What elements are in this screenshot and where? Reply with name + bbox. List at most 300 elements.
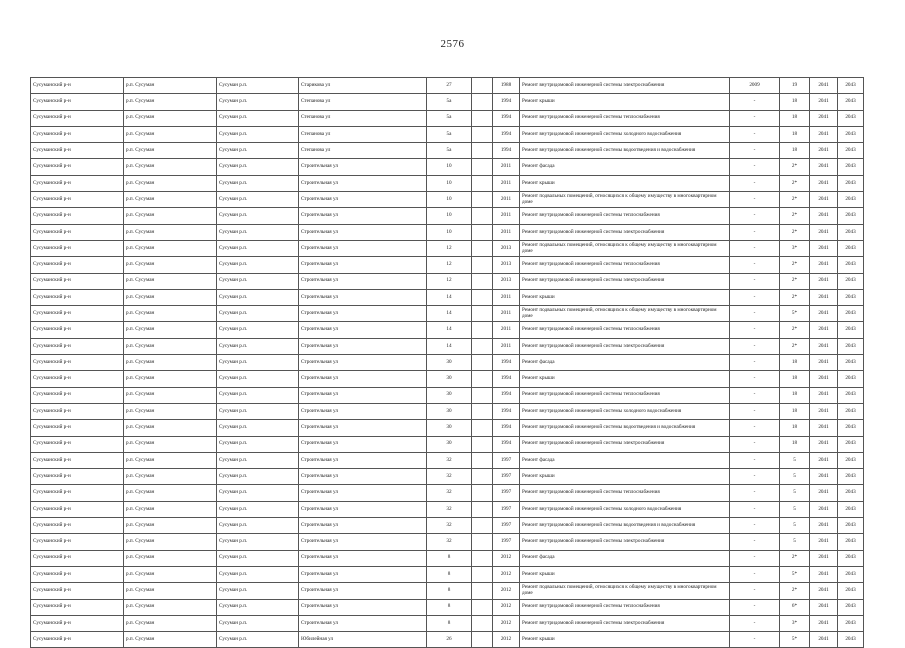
cell-year: 2013 bbox=[493, 257, 520, 273]
cell-street: Строительная ул bbox=[299, 257, 427, 273]
cell-year: 2012 bbox=[493, 599, 520, 615]
cell-start-year: 2041 bbox=[810, 436, 838, 452]
cell-start-year: 2041 bbox=[810, 583, 838, 599]
cell-settlement: р.п. Сусуман bbox=[124, 403, 217, 419]
cell-house: 8 bbox=[427, 615, 472, 631]
cell-start-year: 2041 bbox=[810, 615, 838, 631]
cell-last-repair-year: - bbox=[730, 387, 780, 403]
table-row bbox=[31, 452, 864, 468]
cell-planned-work: 2* bbox=[780, 257, 810, 273]
cell-house: 5а bbox=[427, 143, 472, 159]
cell-settlement: р.п. Сусуман bbox=[124, 192, 217, 208]
cell-planned-work: 6* bbox=[780, 599, 810, 615]
table-row bbox=[31, 143, 864, 159]
table-row bbox=[31, 485, 864, 501]
cell-locality: Сусуман р.п. bbox=[217, 469, 299, 485]
cell-start-year: 2041 bbox=[810, 518, 838, 534]
cell-building bbox=[472, 518, 493, 534]
cell-start-year: 2041 bbox=[810, 224, 838, 240]
cell-locality: Сусуман р.п. bbox=[217, 485, 299, 501]
cell-district: Сусуманский р-н bbox=[31, 94, 124, 110]
cell-end-year: 2043 bbox=[838, 583, 864, 599]
cell-district: Сусуманский р-н bbox=[31, 518, 124, 534]
page-number: 2576 bbox=[440, 38, 465, 50]
cell-settlement: р.п. Сусуман bbox=[124, 175, 217, 191]
cell-street: Строительная ул bbox=[299, 420, 427, 436]
cell-end-year: 2043 bbox=[838, 355, 864, 371]
cell-street: Строительная ул bbox=[299, 273, 427, 289]
cell-work-type: Ремонт фасада bbox=[520, 550, 730, 566]
cell-planned-work: 18 bbox=[780, 371, 810, 387]
cell-locality: Сусуман р.п. bbox=[217, 257, 299, 273]
table-row bbox=[31, 615, 864, 631]
cell-end-year: 2043 bbox=[838, 306, 864, 322]
cell-last-repair-year: - bbox=[730, 322, 780, 338]
cell-house: 8 bbox=[427, 550, 472, 566]
cell-settlement: р.п. Сусуман bbox=[124, 126, 217, 142]
cell-settlement: р.п. Сусуман bbox=[124, 306, 217, 322]
cell-last-repair-year: - bbox=[730, 518, 780, 534]
cell-district: Сусуманский р-н bbox=[31, 240, 124, 256]
cell-work-type: Ремонт фасада bbox=[520, 355, 730, 371]
cell-house: 5а bbox=[427, 110, 472, 126]
cell-year: 1997 bbox=[493, 518, 520, 534]
cell-planned-work: 2* bbox=[780, 273, 810, 289]
cell-year: 2012 bbox=[493, 566, 520, 582]
cell-last-repair-year: - bbox=[730, 599, 780, 615]
cell-work-type: Ремонт подвальных помещений, относящихся к общему имуществу в многоквартирном доме bbox=[520, 240, 730, 256]
cell-building bbox=[472, 208, 493, 224]
cell-end-year: 2043 bbox=[838, 436, 864, 452]
cell-last-repair-year: - bbox=[730, 273, 780, 289]
cell-building bbox=[472, 534, 493, 550]
table-row bbox=[31, 387, 864, 403]
cell-locality: Сусуман р.п. bbox=[217, 192, 299, 208]
cell-settlement: р.п. Сусуман bbox=[124, 436, 217, 452]
cell-planned-work: 5* bbox=[780, 306, 810, 322]
cell-settlement: р.п. Сусуман bbox=[124, 338, 217, 354]
cell-start-year: 2041 bbox=[810, 192, 838, 208]
cell-work-type: Ремонт крыши bbox=[520, 469, 730, 485]
cell-settlement: р.п. Сусуман bbox=[124, 550, 217, 566]
cell-last-repair-year: - bbox=[730, 452, 780, 468]
cell-district: Сусуманский р-н bbox=[31, 534, 124, 550]
cell-locality: Сусуман р.п. bbox=[217, 289, 299, 305]
cell-settlement: р.п. Сусуман bbox=[124, 420, 217, 436]
cell-settlement: р.п. Сусуман bbox=[124, 371, 217, 387]
cell-locality: Сусуман р.п. bbox=[217, 338, 299, 354]
cell-work-type: Ремонт внутридомовой инженерной системы электроснабжения bbox=[520, 534, 730, 550]
cell-year: 1997 bbox=[493, 534, 520, 550]
cell-year: 2011 bbox=[493, 306, 520, 322]
cell-start-year: 2041 bbox=[810, 306, 838, 322]
cell-last-repair-year: - bbox=[730, 208, 780, 224]
cell-house: 12 bbox=[427, 273, 472, 289]
cell-building bbox=[472, 78, 493, 94]
cell-end-year: 2043 bbox=[838, 240, 864, 256]
cell-street: Строительная ул bbox=[299, 371, 427, 387]
cell-district: Сусуманский р-н bbox=[31, 208, 124, 224]
cell-locality: Сусуман р.п. bbox=[217, 110, 299, 126]
cell-year: 1997 bbox=[493, 501, 520, 517]
cell-locality: Сусуман р.п. bbox=[217, 436, 299, 452]
cell-year: 1994 bbox=[493, 403, 520, 419]
cell-settlement: р.п. Сусуман bbox=[124, 355, 217, 371]
cell-last-repair-year: - bbox=[730, 420, 780, 436]
cell-planned-work: 3* bbox=[780, 615, 810, 631]
cell-last-repair-year: - bbox=[730, 126, 780, 142]
cell-start-year: 2041 bbox=[810, 566, 838, 582]
cell-end-year: 2043 bbox=[838, 94, 864, 110]
cell-settlement: р.п. Сусуман bbox=[124, 322, 217, 338]
cell-locality: Сусуман р.п. bbox=[217, 208, 299, 224]
cell-work-type: Ремонт фасада bbox=[520, 159, 730, 175]
table-row bbox=[31, 583, 864, 599]
cell-start-year: 2041 bbox=[810, 534, 838, 550]
cell-end-year: 2043 bbox=[838, 338, 864, 354]
cell-year: 2011 bbox=[493, 192, 520, 208]
cell-year: 2011 bbox=[493, 208, 520, 224]
cell-building bbox=[472, 322, 493, 338]
cell-district: Сусуманский р-н bbox=[31, 175, 124, 191]
cell-year: 1994 bbox=[493, 420, 520, 436]
cell-building bbox=[472, 338, 493, 354]
cell-settlement: р.п. Сусуман bbox=[124, 469, 217, 485]
cell-district: Сусуманский р-н bbox=[31, 289, 124, 305]
cell-street: Степанова ул bbox=[299, 94, 427, 110]
cell-start-year: 2041 bbox=[810, 126, 838, 142]
cell-start-year: 2041 bbox=[810, 240, 838, 256]
cell-start-year: 2041 bbox=[810, 257, 838, 273]
cell-work-type: Ремонт внутридомовой инженерной системы холодного водоснабжения bbox=[520, 403, 730, 419]
cell-building bbox=[472, 501, 493, 517]
table-row bbox=[31, 94, 864, 110]
cell-start-year: 2041 bbox=[810, 387, 838, 403]
cell-street: Строительная ул bbox=[299, 469, 427, 485]
cell-house: 8 bbox=[427, 599, 472, 615]
cell-end-year: 2043 bbox=[838, 550, 864, 566]
cell-last-repair-year: - bbox=[730, 355, 780, 371]
cell-district: Сусуманский р-н bbox=[31, 322, 124, 338]
cell-district: Сусуманский р-н bbox=[31, 452, 124, 468]
cell-street: Строительная ул bbox=[299, 240, 427, 256]
cell-last-repair-year: - bbox=[730, 485, 780, 501]
cell-building bbox=[472, 355, 493, 371]
cell-planned-work: 2* bbox=[780, 583, 810, 599]
table-row bbox=[31, 159, 864, 175]
table-row bbox=[31, 240, 864, 256]
cell-house: 30 bbox=[427, 371, 472, 387]
cell-house: 14 bbox=[427, 306, 472, 322]
cell-street: Строительная ул bbox=[299, 534, 427, 550]
cell-street: Строительная ул bbox=[299, 322, 427, 338]
cell-district: Сусуманский р-н bbox=[31, 257, 124, 273]
cell-settlement: р.п. Сусуман bbox=[124, 208, 217, 224]
cell-work-type: Ремонт крыши bbox=[520, 94, 730, 110]
cell-house: 30 bbox=[427, 387, 472, 403]
cell-last-repair-year: - bbox=[730, 436, 780, 452]
cell-locality: Сусуман р.п. bbox=[217, 355, 299, 371]
cell-district: Сусуманский р-н bbox=[31, 632, 124, 648]
cell-planned-work: 19 bbox=[780, 78, 810, 94]
table-row bbox=[31, 192, 864, 208]
cell-street: Строительная ул bbox=[299, 436, 427, 452]
cell-building bbox=[472, 159, 493, 175]
cell-locality: Сусуман р.п. bbox=[217, 566, 299, 582]
cell-end-year: 2043 bbox=[838, 518, 864, 534]
cell-last-repair-year: - bbox=[730, 159, 780, 175]
cell-settlement: р.п. Сусуман bbox=[124, 240, 217, 256]
cell-work-type: Ремонт крыши bbox=[520, 566, 730, 582]
table-row bbox=[31, 436, 864, 452]
cell-work-type: Ремонт подвальных помещений, относящихся к общему имуществу в многоквартирном доме bbox=[520, 583, 730, 599]
cell-last-repair-year: - bbox=[730, 143, 780, 159]
cell-street: Степанова ул bbox=[299, 143, 427, 159]
cell-planned-work: 18 bbox=[780, 94, 810, 110]
cell-year: 2013 bbox=[493, 273, 520, 289]
cell-work-type: Ремонт подвальных помещений, относящихся к общему имуществу в многоквартирном доме bbox=[520, 306, 730, 322]
cell-work-type: Ремонт внутридомовой инженерной системы водоотведения и водоснабжения bbox=[520, 518, 730, 534]
cell-year: 1994 bbox=[493, 126, 520, 142]
cell-planned-work: 2* bbox=[780, 550, 810, 566]
cell-locality: Сусуман р.п. bbox=[217, 371, 299, 387]
table-row bbox=[31, 338, 864, 354]
cell-end-year: 2043 bbox=[838, 371, 864, 387]
cell-work-type: Ремонт внутридомовой инженерной системы теплоснабжения bbox=[520, 485, 730, 501]
cell-year: 1994 bbox=[493, 387, 520, 403]
cell-locality: Сусуман р.п. bbox=[217, 632, 299, 648]
cell-start-year: 2041 bbox=[810, 110, 838, 126]
cell-planned-work: 5 bbox=[780, 534, 810, 550]
cell-start-year: 2041 bbox=[810, 501, 838, 517]
cell-end-year: 2043 bbox=[838, 208, 864, 224]
cell-last-repair-year: - bbox=[730, 469, 780, 485]
table-row bbox=[31, 110, 864, 126]
cell-settlement: р.п. Сусуман bbox=[124, 387, 217, 403]
cell-year: 2011 bbox=[493, 159, 520, 175]
cell-start-year: 2041 bbox=[810, 338, 838, 354]
cell-planned-work: 2* bbox=[780, 175, 810, 191]
cell-street: Степанова ул bbox=[299, 126, 427, 142]
cell-locality: Сусуман р.п. bbox=[217, 550, 299, 566]
cell-building bbox=[472, 273, 493, 289]
cell-end-year: 2043 bbox=[838, 159, 864, 175]
cell-planned-work: 2* bbox=[780, 322, 810, 338]
cell-work-type: Ремонт внутридомовой инженерной системы водоотведения и водоснабжения bbox=[520, 143, 730, 159]
cell-year: 2011 bbox=[493, 289, 520, 305]
cell-end-year: 2043 bbox=[838, 387, 864, 403]
cell-work-type: Ремонт внутридомовой инженерной системы теплоснабжения bbox=[520, 322, 730, 338]
cell-district: Сусуманский р-н bbox=[31, 469, 124, 485]
cell-work-type: Ремонт внутридомовой инженерной системы холодного водоснабжения bbox=[520, 501, 730, 517]
cell-house: 10 bbox=[427, 208, 472, 224]
cell-year: 2012 bbox=[493, 550, 520, 566]
cell-building bbox=[472, 403, 493, 419]
cell-street: Строительная ул bbox=[299, 192, 427, 208]
cell-work-type: Ремонт крыши bbox=[520, 632, 730, 648]
cell-house: 30 bbox=[427, 355, 472, 371]
cell-settlement: р.п. Сусуман bbox=[124, 143, 217, 159]
table-row bbox=[31, 566, 864, 582]
cell-settlement: р.п. Сусуман bbox=[124, 78, 217, 94]
cell-end-year: 2043 bbox=[838, 485, 864, 501]
cell-last-repair-year: - bbox=[730, 403, 780, 419]
cell-last-repair-year: - bbox=[730, 175, 780, 191]
cell-locality: Сусуман р.п. bbox=[217, 387, 299, 403]
cell-end-year: 2043 bbox=[838, 632, 864, 648]
cell-house: 14 bbox=[427, 338, 472, 354]
cell-start-year: 2041 bbox=[810, 452, 838, 468]
cell-last-repair-year: - bbox=[730, 583, 780, 599]
cell-last-repair-year: - bbox=[730, 110, 780, 126]
cell-work-type: Ремонт внутридомовой инженерной системы теплоснабжения bbox=[520, 257, 730, 273]
cell-planned-work: 5* bbox=[780, 566, 810, 582]
cell-street: Строительная ул bbox=[299, 159, 427, 175]
cell-house: 12 bbox=[427, 240, 472, 256]
cell-district: Сусуманский р-н bbox=[31, 403, 124, 419]
cell-year: 2012 bbox=[493, 583, 520, 599]
cell-building bbox=[472, 566, 493, 582]
cell-planned-work: 2* bbox=[780, 192, 810, 208]
cell-district: Сусуманский р-н bbox=[31, 371, 124, 387]
cell-end-year: 2043 bbox=[838, 224, 864, 240]
cell-street: Строительная ул bbox=[299, 403, 427, 419]
cell-settlement: р.п. Сусуман bbox=[124, 289, 217, 305]
cell-settlement: р.п. Сусуман bbox=[124, 224, 217, 240]
cell-house: 10 bbox=[427, 224, 472, 240]
cell-house: 10 bbox=[427, 192, 472, 208]
cell-planned-work: 2* bbox=[780, 208, 810, 224]
table-row bbox=[31, 289, 864, 305]
cell-district: Сусуманский р-н bbox=[31, 355, 124, 371]
cell-street: Строительная ул bbox=[299, 224, 427, 240]
table-row bbox=[31, 534, 864, 550]
cell-planned-work: 5 bbox=[780, 452, 810, 468]
cell-street: Строительная ул bbox=[299, 566, 427, 582]
cell-year: 2011 bbox=[493, 322, 520, 338]
cell-locality: Сусуман р.п. bbox=[217, 306, 299, 322]
cell-end-year: 2043 bbox=[838, 143, 864, 159]
cell-street: Строительная ул bbox=[299, 175, 427, 191]
cell-district: Сусуманский р-н bbox=[31, 126, 124, 142]
cell-street: Строительная ул bbox=[299, 452, 427, 468]
cell-start-year: 2041 bbox=[810, 632, 838, 648]
cell-street: Строительная ул bbox=[299, 306, 427, 322]
cell-last-repair-year: - bbox=[730, 615, 780, 631]
cell-end-year: 2043 bbox=[838, 322, 864, 338]
cell-last-repair-year: - bbox=[730, 224, 780, 240]
table-row bbox=[31, 599, 864, 615]
cell-planned-work: 18 bbox=[780, 403, 810, 419]
cell-last-repair-year: - bbox=[730, 192, 780, 208]
cell-street: Строительная ул bbox=[299, 599, 427, 615]
cell-building bbox=[472, 126, 493, 142]
cell-locality: Сусуман р.п. bbox=[217, 159, 299, 175]
table-row bbox=[31, 355, 864, 371]
cell-start-year: 2041 bbox=[810, 289, 838, 305]
cell-last-repair-year: - bbox=[730, 566, 780, 582]
cell-planned-work: 5 bbox=[780, 501, 810, 517]
cell-house: 26 bbox=[427, 632, 472, 648]
cell-year: 2011 bbox=[493, 338, 520, 354]
cell-last-repair-year: - bbox=[730, 501, 780, 517]
cell-district: Сусуманский р-н bbox=[31, 159, 124, 175]
cell-work-type: Ремонт внутридомовой инженерной системы теплоснабжения bbox=[520, 599, 730, 615]
table-row bbox=[31, 371, 864, 387]
cell-locality: Сусуман р.п. bbox=[217, 403, 299, 419]
cell-street: Юбилейная ул bbox=[299, 632, 427, 648]
cell-house: 32 bbox=[427, 501, 472, 517]
cell-building bbox=[472, 371, 493, 387]
cell-last-repair-year: - bbox=[730, 306, 780, 322]
cell-settlement: р.п. Сусуман bbox=[124, 566, 217, 582]
cell-building bbox=[472, 224, 493, 240]
cell-year: 1994 bbox=[493, 436, 520, 452]
cell-end-year: 2043 bbox=[838, 403, 864, 419]
cell-house: 10 bbox=[427, 175, 472, 191]
cell-district: Сусуманский р-н bbox=[31, 420, 124, 436]
cell-house: 5а bbox=[427, 126, 472, 142]
cell-house: 14 bbox=[427, 322, 472, 338]
cell-house: 30 bbox=[427, 403, 472, 419]
cell-year: 2012 bbox=[493, 632, 520, 648]
cell-settlement: р.п. Сусуман bbox=[124, 257, 217, 273]
cell-settlement: р.п. Сусуман bbox=[124, 583, 217, 599]
cell-planned-work: 2* bbox=[780, 338, 810, 354]
cell-locality: Сусуман р.п. bbox=[217, 322, 299, 338]
cell-year: 1994 bbox=[493, 143, 520, 159]
cell-end-year: 2043 bbox=[838, 192, 864, 208]
cell-start-year: 2041 bbox=[810, 485, 838, 501]
cell-last-repair-year: - bbox=[730, 289, 780, 305]
cell-year: 1997 bbox=[493, 452, 520, 468]
cell-end-year: 2043 bbox=[838, 566, 864, 582]
cell-locality: Сусуман р.п. bbox=[217, 175, 299, 191]
cell-building bbox=[472, 469, 493, 485]
cell-end-year: 2043 bbox=[838, 289, 864, 305]
cell-locality: Сусуман р.п. bbox=[217, 420, 299, 436]
cell-planned-work: 2* bbox=[780, 289, 810, 305]
cell-building bbox=[472, 110, 493, 126]
cell-end-year: 2043 bbox=[838, 420, 864, 436]
cell-locality: Сусуман р.п. bbox=[217, 534, 299, 550]
cell-last-repair-year: 2009 bbox=[730, 78, 780, 94]
table-row bbox=[31, 126, 864, 142]
cell-planned-work: 2* bbox=[780, 159, 810, 175]
cell-end-year: 2043 bbox=[838, 78, 864, 94]
table-row bbox=[31, 78, 864, 94]
cell-start-year: 2041 bbox=[810, 273, 838, 289]
table-row bbox=[31, 322, 864, 338]
cell-start-year: 2041 bbox=[810, 159, 838, 175]
cell-start-year: 2041 bbox=[810, 208, 838, 224]
cell-start-year: 2041 bbox=[810, 78, 838, 94]
cell-district: Сусуманский р-н bbox=[31, 192, 124, 208]
cell-last-repair-year: - bbox=[730, 371, 780, 387]
cell-settlement: р.п. Сусуман bbox=[124, 110, 217, 126]
cell-year: 2011 bbox=[493, 224, 520, 240]
cell-building bbox=[472, 94, 493, 110]
cell-work-type: Ремонт крыши bbox=[520, 371, 730, 387]
table-row bbox=[31, 550, 864, 566]
cell-district: Сусуманский р-н bbox=[31, 485, 124, 501]
cell-work-type: Ремонт внутридомовой инженерной системы теплоснабжения bbox=[520, 387, 730, 403]
cell-locality: Сусуман р.п. bbox=[217, 240, 299, 256]
cell-district: Сусуманский р-н bbox=[31, 110, 124, 126]
cell-last-repair-year: - bbox=[730, 240, 780, 256]
cell-house: 32 bbox=[427, 485, 472, 501]
cell-street: Строительная ул bbox=[299, 550, 427, 566]
